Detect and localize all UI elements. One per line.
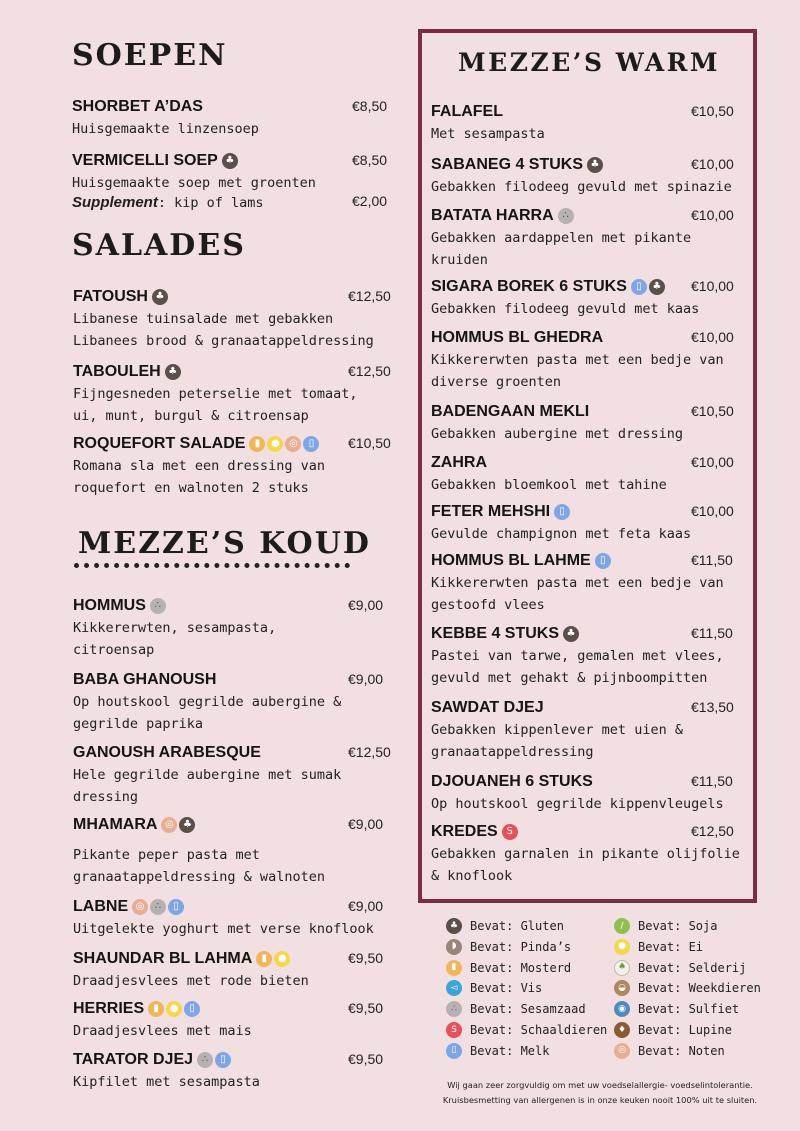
- allergen-icons: [256, 951, 290, 967]
- menu-item-price: €12,50: [348, 744, 391, 760]
- legend-label: Bevat: Ei: [638, 939, 704, 954]
- menu-item: [431, 452, 751, 496]
- menu-item-description: Draadjesvlees met rode bieten: [73, 973, 309, 989]
- legend-label: Bevat: Gluten: [470, 919, 564, 933]
- menu-item-description: Met sesampasta: [431, 126, 545, 142]
- menu-item-header: [73, 998, 408, 1020]
- menu-item-header: [431, 101, 751, 123]
- legend-item: [614, 980, 761, 996]
- wheat-icon: ♣: [587, 157, 603, 173]
- supplement-row: [72, 192, 412, 214]
- legend-item: [446, 918, 564, 934]
- allergen-icons: [197, 1052, 231, 1068]
- sesame-icon: ∴: [558, 208, 574, 224]
- menu-item-name: HERRIES: [73, 1000, 145, 1017]
- egg-icon: ●: [267, 436, 283, 452]
- supplement-text: : kip of lams: [157, 195, 264, 211]
- menu-item-name: TARATOR DJEJ: [73, 1051, 194, 1068]
- menu-item-name: TABOULEH: [73, 363, 161, 380]
- menu-item: [73, 998, 408, 1042]
- menu-item-price: €12,50: [348, 288, 391, 304]
- wheat-icon: ♣: [165, 364, 181, 380]
- legend-label: Bevat: Selderij: [638, 960, 747, 975]
- menu-item-header: [73, 896, 408, 918]
- menu-item-price: €10,50: [691, 403, 734, 419]
- sesame-icon: ∴: [197, 1052, 213, 1068]
- milk-icon: ▯: [168, 899, 184, 915]
- menu-item-description: Uitgelekte yoghurt met verse knoflook: [73, 921, 374, 937]
- legend-item: [446, 1043, 549, 1059]
- menu-item-name: FETER MEHSHI: [431, 503, 551, 520]
- menu-item-description: Huisgemaakte soep met groenten: [72, 175, 316, 191]
- soy-icon: /: [614, 918, 630, 934]
- menu-item-name: ROQUEFORT SALADE: [73, 435, 246, 452]
- legend-label: Bevat: Pinda’s: [470, 939, 572, 954]
- section-title-salades: SALADES: [72, 228, 246, 263]
- menu-item-description: Pastei van tarwe, gemalen met vlees, gevuld met gehakt & pijnboompitten: [431, 648, 724, 686]
- menu-item: [431, 697, 751, 763]
- menu-item: [73, 948, 408, 992]
- menu-item: [431, 623, 751, 689]
- menu-item-description: Draadjesvlees met mais: [73, 1023, 252, 1039]
- sesame-icon: ∴: [150, 899, 166, 915]
- sulphite-icon: ◉: [614, 1001, 630, 1017]
- menu-item-description: Kikkererwten, sesampasta, citroensap: [73, 620, 277, 658]
- mustard-icon: ▮: [148, 1001, 164, 1017]
- menu-item-description: Kipfilet met sesampasta: [73, 1074, 260, 1090]
- menu-item-description: Gebakken garnalen in pikante olijfolie & knoflook: [431, 846, 740, 884]
- section-title-mezze-warm: MEZZE’S WARM: [458, 48, 721, 77]
- wheat-icon: ♣: [152, 289, 168, 305]
- wheat-icon: ♣: [563, 626, 579, 642]
- menu-item-name: GANOUSH ARABESQUE: [73, 744, 261, 761]
- menu-item-price: €10,50: [348, 435, 391, 451]
- legend-label: Bevat: Mosterd: [470, 960, 572, 975]
- menu-item-price: €10,00: [691, 156, 734, 172]
- section-title-soepen: SOEPEN: [72, 38, 228, 73]
- milk-icon: ▯: [184, 1001, 200, 1017]
- legend-item: [614, 1022, 732, 1038]
- menu-item-name: BADENGAAN MEKLI: [431, 403, 590, 420]
- menu-item-name: FATOUSH: [73, 288, 148, 305]
- milk-icon: ▯: [446, 1043, 462, 1059]
- menu-item: [431, 327, 751, 393]
- menu-item: [431, 821, 751, 887]
- legend-label: Bevat: Vis: [470, 981, 543, 996]
- menu-item-header: [431, 623, 751, 645]
- menu-item-header: [73, 361, 408, 383]
- menu-item-price: €9,50: [348, 1051, 384, 1067]
- celery-icon: ♠: [614, 960, 630, 976]
- menu-item-header: [73, 669, 408, 691]
- menu-item-description: Gebakken bloemkool met tahine: [431, 477, 667, 493]
- menu-item-header: [73, 286, 408, 308]
- menu-item-name: BABA GHANOUSH: [73, 671, 217, 688]
- menu-item-description: Hele gegrilde aubergine met sumak dressing: [73, 767, 342, 805]
- allergen-icons: [152, 289, 168, 305]
- legend-item: [614, 918, 717, 934]
- menu-item-description: Gebakken kippenlever met uien & granaatappeldressing: [431, 722, 683, 760]
- menu-item: [73, 1049, 408, 1093]
- legend-label: Bevat: Sulfiet: [638, 1002, 740, 1017]
- menu-item-name: ZAHRA: [431, 454, 487, 471]
- menu-item: [431, 550, 751, 616]
- menu-item: [431, 501, 751, 545]
- allergen-icons: [554, 504, 570, 520]
- menu-item-price: €10,00: [691, 329, 734, 345]
- menu-item-name: SHAUNDAR BL LAHMA: [73, 950, 253, 967]
- menu-item-name: KEBBE 4 STUKS: [431, 625, 560, 642]
- menu-item-description: Gebakken aubergine met dressing: [431, 426, 683, 442]
- legend-label: Bevat: Lupine: [638, 1023, 732, 1037]
- section-divider: [74, 563, 350, 568]
- menu-item-price: €11,50: [691, 773, 733, 789]
- menu-item-header: [431, 771, 751, 793]
- menu-item-name: HOMMUS: [73, 597, 146, 614]
- menu-item-name: SAWDAT DJEJ: [431, 699, 544, 716]
- menu-item-header: [72, 150, 412, 172]
- legend-item: [614, 1043, 725, 1059]
- allergen-icons: [132, 899, 184, 915]
- legend-item: [614, 960, 746, 976]
- allergen-icons: [595, 553, 611, 569]
- wheat-icon: ♣: [222, 153, 238, 169]
- wheat-icon: ♣: [446, 918, 462, 934]
- disclaimer-line-1: Wij gaan zeer zorgvuldig om met uw voedselallergie- voedselintolerantie.: [447, 1080, 753, 1090]
- legend-item: [446, 1001, 586, 1017]
- allergen-icons: [222, 153, 238, 169]
- menu-item-header: [431, 401, 751, 423]
- allergen-icons: [502, 824, 518, 840]
- menu-item-price: €13,50: [691, 699, 734, 715]
- menu-item-price: €9,50: [348, 1000, 384, 1016]
- section-title-mezze-koud: MEZZE’S KOUD: [78, 526, 371, 561]
- menu-item-header: [431, 550, 751, 572]
- menu-item-description: Gebakken filodeeg gevuld met kaas: [431, 301, 700, 317]
- menu-item-description: Romana sla met een dressing van roquefort en walnoten 2 stuks: [73, 458, 325, 496]
- disclaimer-line-2: Kruisbesmetting van allergenen is in onze keuken nooit 100% uit te sluiten.: [442, 1095, 758, 1105]
- nut-icon: ◎: [285, 436, 301, 452]
- menu-item: [431, 101, 751, 145]
- menu-item-header: [73, 814, 408, 836]
- menu-item: [72, 96, 412, 140]
- fish-icon: ◅: [446, 980, 462, 996]
- supplement-price: €2,00: [352, 193, 388, 209]
- legend-label: Bevat: Weekdieren: [638, 981, 761, 996]
- shrimp-icon: S: [446, 1022, 462, 1038]
- menu-item-header: [431, 697, 751, 719]
- lupin-icon: ♦: [614, 1022, 630, 1038]
- menu-item-name: FALAFEL: [431, 103, 503, 120]
- menu-item: [431, 205, 751, 271]
- menu-item-header: [431, 276, 751, 298]
- menu-item-description: Fijngesneden peterselie met tomaat, ui, munt, burgul & citroensap: [73, 386, 358, 424]
- menu-item-header: [431, 501, 751, 523]
- nut-icon: ◎: [132, 899, 148, 915]
- menu-item-price: €8,50: [352, 152, 388, 168]
- menu-item-price: €10,00: [691, 278, 734, 294]
- menu-item-price: €9,00: [348, 671, 384, 687]
- allergen-icons: [148, 1001, 200, 1017]
- milk-icon: ▯: [631, 279, 647, 295]
- menu-item-header: [431, 205, 751, 227]
- menu-item-price: €9,00: [348, 597, 384, 613]
- menu-item-price: €10,00: [691, 503, 734, 519]
- peanut-icon: ◗: [446, 939, 462, 955]
- sesame-icon: ∴: [150, 598, 166, 614]
- menu-item-header: [73, 433, 408, 455]
- legend-item: [614, 1001, 739, 1017]
- menu-item: [73, 896, 408, 940]
- menu-item-header: [431, 154, 751, 176]
- menu-item-description: Kikkererwten pasta met een bedje van diverse groenten: [431, 352, 724, 390]
- menu-item-name: DJOUANEH 6 STUKS: [431, 773, 593, 790]
- mollusc-icon: ◒: [614, 980, 630, 996]
- egg-icon: ●: [166, 1001, 182, 1017]
- mustard-icon: ▮: [256, 951, 272, 967]
- menu-item: [431, 401, 751, 445]
- menu-item-description: Op houtskool gegrilde aubergine & gegrilde paprika: [73, 694, 342, 732]
- menu-item-price: €9,00: [348, 816, 384, 832]
- legend-label: Bevat: Melk: [470, 1043, 550, 1058]
- menu-item: [431, 771, 751, 815]
- menu-item: [431, 276, 751, 320]
- menu-item-name: BATATA HARRA: [431, 207, 554, 224]
- menu-item-name: VERMICELLI SOEP: [72, 152, 218, 169]
- menu-item-name: HOMMUS BL LAHME: [431, 552, 591, 569]
- menu-item-name: LABNE: [73, 898, 129, 915]
- allergen-icons: [558, 208, 574, 224]
- menu-item-description: Kikkererwten pasta met een bedje van gestoofd vlees: [431, 575, 724, 613]
- menu-item: [73, 595, 408, 661]
- menu-item: [73, 433, 408, 499]
- menu-item-price: €12,50: [348, 363, 391, 379]
- allergen-icons: [631, 279, 665, 295]
- menu-item-description: Op houtskool gegrilde kippenvleugels: [431, 796, 724, 812]
- menu-item-price: €10,00: [691, 207, 734, 223]
- menu-item-price: €12,50: [691, 823, 734, 839]
- egg-icon: ●: [614, 939, 630, 955]
- menu-item: [73, 742, 408, 808]
- legend-item: [446, 960, 571, 976]
- menu-item-header: [73, 595, 408, 617]
- allergen-icons: [563, 626, 579, 642]
- menu-item-header: [72, 96, 412, 118]
- wheat-icon: ♣: [179, 817, 195, 833]
- mustard-icon: ▮: [446, 960, 462, 976]
- menu-item-name: HOMMUS BL GHEDRA: [431, 329, 604, 346]
- menu-item-name: SABANEG 4 STUKS: [431, 156, 584, 173]
- menu-item-price: €9,50: [348, 950, 384, 966]
- menu-item-description: Pikante peper pasta met granaatappeldressing & walnoten: [73, 847, 325, 885]
- menu-item-name: KREDES: [431, 823, 498, 840]
- legend-item: [446, 980, 542, 996]
- menu-item-description: Gevulde champignon met feta kaas: [431, 526, 692, 542]
- legend-label: Bevat: Noten: [638, 1043, 725, 1058]
- menu-item-price: €8,50: [352, 98, 388, 114]
- menu-item-description: Gebakken aardappelen met pikante kruiden: [431, 230, 692, 268]
- legend-label: Bevat: Sesamzaad: [470, 1002, 586, 1017]
- legend-label: Bevat: Soja: [638, 919, 718, 933]
- milk-icon: ▯: [595, 553, 611, 569]
- menu-item-header: [431, 821, 751, 843]
- milk-icon: ▯: [215, 1052, 231, 1068]
- menu-item-price: €11,50: [691, 552, 733, 568]
- allergen-icons: [150, 598, 166, 614]
- menu-item: [73, 669, 408, 735]
- menu-item-price: €11,50: [691, 625, 733, 641]
- menu-item-description: Libanese tuinsalade met gebakken Libanees brood & granaatappeldressing: [73, 311, 374, 349]
- menu-item: [72, 150, 412, 194]
- menu-item-header: [73, 1049, 408, 1071]
- milk-icon: ▯: [554, 504, 570, 520]
- legend-item: [446, 939, 571, 955]
- menu-item: [431, 154, 751, 198]
- menu-item-name: SIGARA BOREK 6 STUKS: [431, 278, 627, 295]
- mustard-icon: ▮: [249, 436, 265, 452]
- menu-item-name: MHAMARA: [73, 816, 158, 833]
- menu-item-price: €10,00: [691, 454, 734, 470]
- allergen-icons: [587, 157, 603, 173]
- menu-item-price: €9,00: [348, 898, 384, 914]
- menu-item-header: [431, 452, 751, 474]
- menu-item-description: Gebakken filodeeg gevuld met spinazie: [431, 179, 732, 195]
- menu-item: [73, 814, 408, 888]
- allergen-icons: [165, 364, 181, 380]
- allergen-icons: [161, 817, 195, 833]
- egg-icon: ●: [274, 951, 290, 967]
- menu-item: [73, 286, 408, 352]
- nut-icon: ◎: [161, 817, 177, 833]
- menu-item-description: Huisgemaakte linzensoep: [72, 121, 259, 137]
- menu-item-price: €10,50: [691, 103, 734, 119]
- nut-icon: ◎: [614, 1043, 630, 1059]
- menu-item: [73, 361, 408, 427]
- sesame-icon: ∴: [446, 1001, 462, 1017]
- menu-item-header: [73, 948, 408, 970]
- legend-item: [614, 939, 703, 955]
- supplement-label: Supplement: [72, 194, 158, 211]
- menu-item-header: [73, 742, 408, 764]
- legend-label: Bevat: Schaaldieren: [470, 1023, 608, 1037]
- menu-item-name: SHORBET A’DAS: [72, 98, 203, 115]
- legend-item: [446, 1022, 607, 1038]
- shrimp-icon: S: [502, 824, 518, 840]
- allergen-icons: [249, 436, 319, 452]
- milk-icon: ▯: [303, 436, 319, 452]
- wheat-icon: ♣: [649, 279, 665, 295]
- menu-item-header: [431, 327, 751, 349]
